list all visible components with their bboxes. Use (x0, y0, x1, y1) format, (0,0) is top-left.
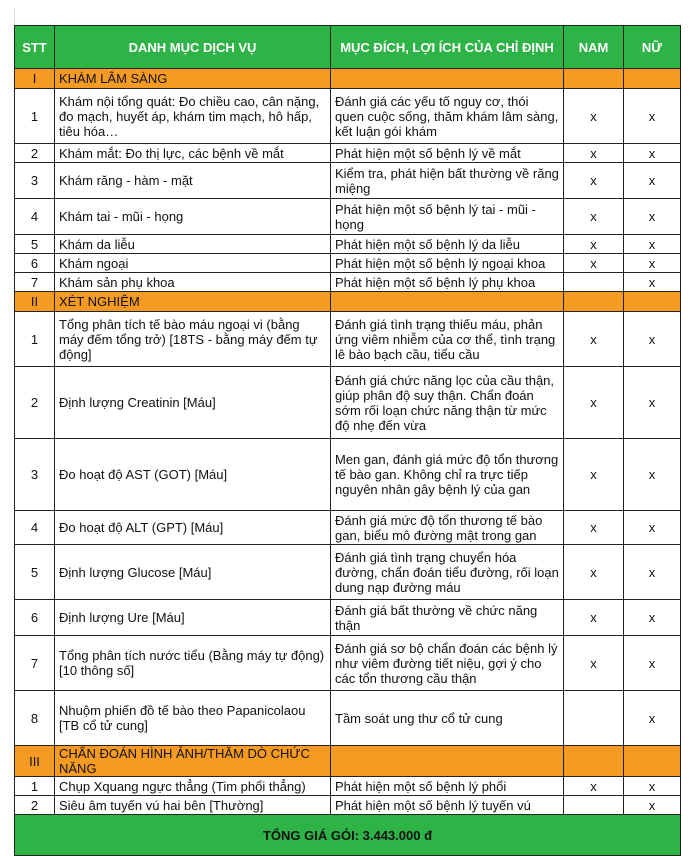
header-purpose: MỤC ĐÍCH, LỢI ÍCH CỦA CHỈ ĐỊNH (331, 26, 564, 69)
table-row (15, 600, 681, 636)
row-stt: 1 (15, 312, 55, 367)
section-title: KHÁM LÂM SÀNG (55, 69, 331, 89)
row-purpose: Phát hiện một số bệnh lý tai - mũi - họng (331, 199, 564, 235)
section-fill-purpose (331, 746, 564, 777)
row-female-mark: x (624, 636, 681, 691)
row-service: Khám sản phụ khoa (55, 273, 331, 292)
row-stt: 8 (15, 691, 55, 746)
table-row (15, 163, 681, 199)
row-service: Đo hoạt độ AST (GOT) [Máu] (55, 439, 331, 511)
row-purpose: Đánh giá sơ bộ chẩn đoán các bệnh lý như viêm đường tiết niệu, gợi ý cho các tổn thương cầu thận (331, 636, 564, 691)
row-purpose: Phát hiện một số bệnh lý phổi (331, 777, 564, 796)
table-row (15, 545, 681, 600)
row-service: Định lượng Glucose [Máu] (55, 545, 331, 600)
row-service: Siêu âm tuyến vú hai bên [Thường] (55, 796, 331, 815)
section-fill-female (624, 69, 681, 89)
row-stt: 2 (15, 796, 55, 815)
row-male-mark: x (564, 439, 624, 511)
row-female-mark: x (624, 796, 681, 815)
row-service: Định lượng Ure [Máu] (55, 600, 331, 636)
row-service: Khám nội tổng quát: Đo chiều cao, cân nặng, đo mạch, huyết áp, khám tim mạch, hô hấp, tiêu hóa… (55, 89, 331, 144)
row-female-mark: x (624, 600, 681, 636)
row-service: Khám răng - hàm - mặt (55, 163, 331, 199)
row-male-mark (564, 273, 624, 292)
row-female-mark: x (624, 777, 681, 796)
row-stt: 3 (15, 439, 55, 511)
row-female-mark: x (624, 273, 681, 292)
row-purpose: Phát hiện một số bệnh lý phụ khoa (331, 273, 564, 292)
table-row (15, 144, 681, 163)
header-male: NAM (564, 26, 624, 69)
table-row (15, 312, 681, 367)
row-male-mark: x (564, 199, 624, 235)
row-service: Chụp Xquang ngực thẳng (Tim phổi thẳng) (55, 777, 331, 796)
row-purpose: Kiểm tra, phát hiện bất thường về răng miệng (331, 163, 564, 199)
row-stt: 4 (15, 199, 55, 235)
row-purpose: Phát hiện một số bệnh lý tuyến vú (331, 796, 564, 815)
row-service: Khám tai - mũi - họng (55, 199, 331, 235)
service-table (14, 25, 681, 856)
row-male-mark: x (564, 511, 624, 545)
row-stt: 1 (15, 89, 55, 144)
table-row (15, 439, 681, 511)
section-row (15, 746, 681, 777)
row-stt: 6 (15, 254, 55, 273)
header-stt: STT (15, 26, 55, 69)
row-male-mark: x (564, 235, 624, 254)
row-stt: 7 (15, 273, 55, 292)
header-row (15, 26, 681, 69)
row-service: Khám da liễu (55, 235, 331, 254)
row-purpose: Tầm soát ung thư cổ tử cung (331, 691, 564, 746)
row-male-mark: x (564, 254, 624, 273)
row-female-mark: x (624, 89, 681, 144)
header-female: NỮ (624, 26, 681, 69)
row-stt: 2 (15, 144, 55, 163)
row-female-mark: x (624, 545, 681, 600)
row-stt: 4 (15, 511, 55, 545)
row-female-mark: x (624, 439, 681, 511)
row-female-mark: x (624, 199, 681, 235)
row-service: Nhuộm phiến đồ tế bào theo Papanicolaou [TB cổ tử cung] (55, 691, 331, 746)
row-male-mark: x (564, 163, 624, 199)
section-number: I (15, 69, 55, 89)
header-service: DANH MỤC DỊCH VỤ (55, 26, 331, 69)
row-female-mark: x (624, 163, 681, 199)
row-stt: 5 (15, 235, 55, 254)
table-row (15, 273, 681, 292)
row-male-mark: x (564, 367, 624, 439)
row-stt: 1 (15, 777, 55, 796)
section-number: II (15, 292, 55, 312)
row-service: Tổng phân tích nước tiểu (Bằng máy tự động) [10 thông số] (55, 636, 331, 691)
row-female-mark: x (624, 144, 681, 163)
section-fill-female (624, 292, 681, 312)
row-male-mark: x (564, 777, 624, 796)
row-purpose: Đánh giá chức năng lọc của cầu thận, giúp phân độ suy thận. Chẩn đoán sớm rối loạn chức năng thận từ mức độ nhẹ đến vừa (331, 367, 564, 439)
section-row (15, 292, 681, 312)
row-female-mark: x (624, 511, 681, 545)
sheet-gridline-top (14, 8, 681, 25)
table-row (15, 199, 681, 235)
row-purpose: Men gan, đánh giá mức độ tổn thương tế bào gan. Không chỉ ra trực tiếp nguyên nhân gây bệnh lý của gan (331, 439, 564, 511)
row-stt: 3 (15, 163, 55, 199)
section-fill-male (564, 292, 624, 312)
table-row (15, 367, 681, 439)
row-purpose: Phát hiện một số bệnh lý về mắt (331, 144, 564, 163)
row-purpose: Đánh giá tình trạng chuyển hóa đường, chẩn đoán tiểu đường, rối loạn dung nạp đường máu (331, 545, 564, 600)
row-purpose: Phát hiện một số bệnh lý da liễu (331, 235, 564, 254)
row-stt: 7 (15, 636, 55, 691)
section-fill-male (564, 746, 624, 777)
section-title: CHẨN ĐOÁN HÌNH ẢNH/THĂM DÒ CHỨC NĂNG (55, 746, 331, 777)
table-row (15, 691, 681, 746)
table-body (15, 69, 681, 856)
section-fill-purpose (331, 292, 564, 312)
row-purpose: Đánh giá các yếu tố nguy cơ, thói quen cuộc sống, thăm khám lâm sàng, kết luận gói khám (331, 89, 564, 144)
table-row (15, 235, 681, 254)
row-male-mark: x (564, 600, 624, 636)
total-price: TỔNG GIÁ GÓI: 3.443.000 đ (15, 815, 681, 856)
table-row (15, 796, 681, 815)
row-stt: 5 (15, 545, 55, 600)
row-service: Tổng phân tích tế bào máu ngoại vi (bằng máy đếm tổng trở) [18TS - bằng máy đếm tự động] (55, 312, 331, 367)
row-purpose: Đánh giá bất thường về chức năng thận (331, 600, 564, 636)
row-male-mark: x (564, 545, 624, 600)
row-female-mark: x (624, 691, 681, 746)
row-stt: 6 (15, 600, 55, 636)
section-fill-male (564, 69, 624, 89)
row-service: Khám mắt: Đo thị lực, các bệnh về mắt (55, 144, 331, 163)
row-female-mark: x (624, 312, 681, 367)
row-service: Đo hoạt độ ALT (GPT) [Máu] (55, 511, 331, 545)
table-row (15, 254, 681, 273)
row-male-mark (564, 691, 624, 746)
table-row (15, 89, 681, 144)
row-female-mark: x (624, 367, 681, 439)
section-number: III (15, 746, 55, 777)
row-male-mark: x (564, 312, 624, 367)
row-service: Định lượng Creatinin [Máu] (55, 367, 331, 439)
section-fill-female (624, 746, 681, 777)
section-fill-purpose (331, 69, 564, 89)
row-stt: 2 (15, 367, 55, 439)
table-row (15, 511, 681, 545)
section-title: XÉT NGHIỆM (55, 292, 331, 312)
row-female-mark: x (624, 235, 681, 254)
table-row (15, 636, 681, 691)
row-male-mark (564, 796, 624, 815)
section-row (15, 69, 681, 89)
row-male-mark: x (564, 636, 624, 691)
row-male-mark: x (564, 89, 624, 144)
table-row (15, 777, 681, 796)
row-male-mark: x (564, 144, 624, 163)
row-purpose: Đánh giá tình trạng thiếu máu, phản ứng viêm nhiễm của cơ thể, tình trạng lê bào bạch cầu, tiểu cầu (331, 312, 564, 367)
total-row (15, 815, 681, 856)
row-purpose: Đánh giá mức độ tổn thương tế bào gan, biểu mô đường mật trong gan (331, 511, 564, 545)
row-female-mark: x (624, 254, 681, 273)
row-purpose: Phát hiện một số bệnh lý ngoại khoa (331, 254, 564, 273)
row-service: Khám ngoại (55, 254, 331, 273)
